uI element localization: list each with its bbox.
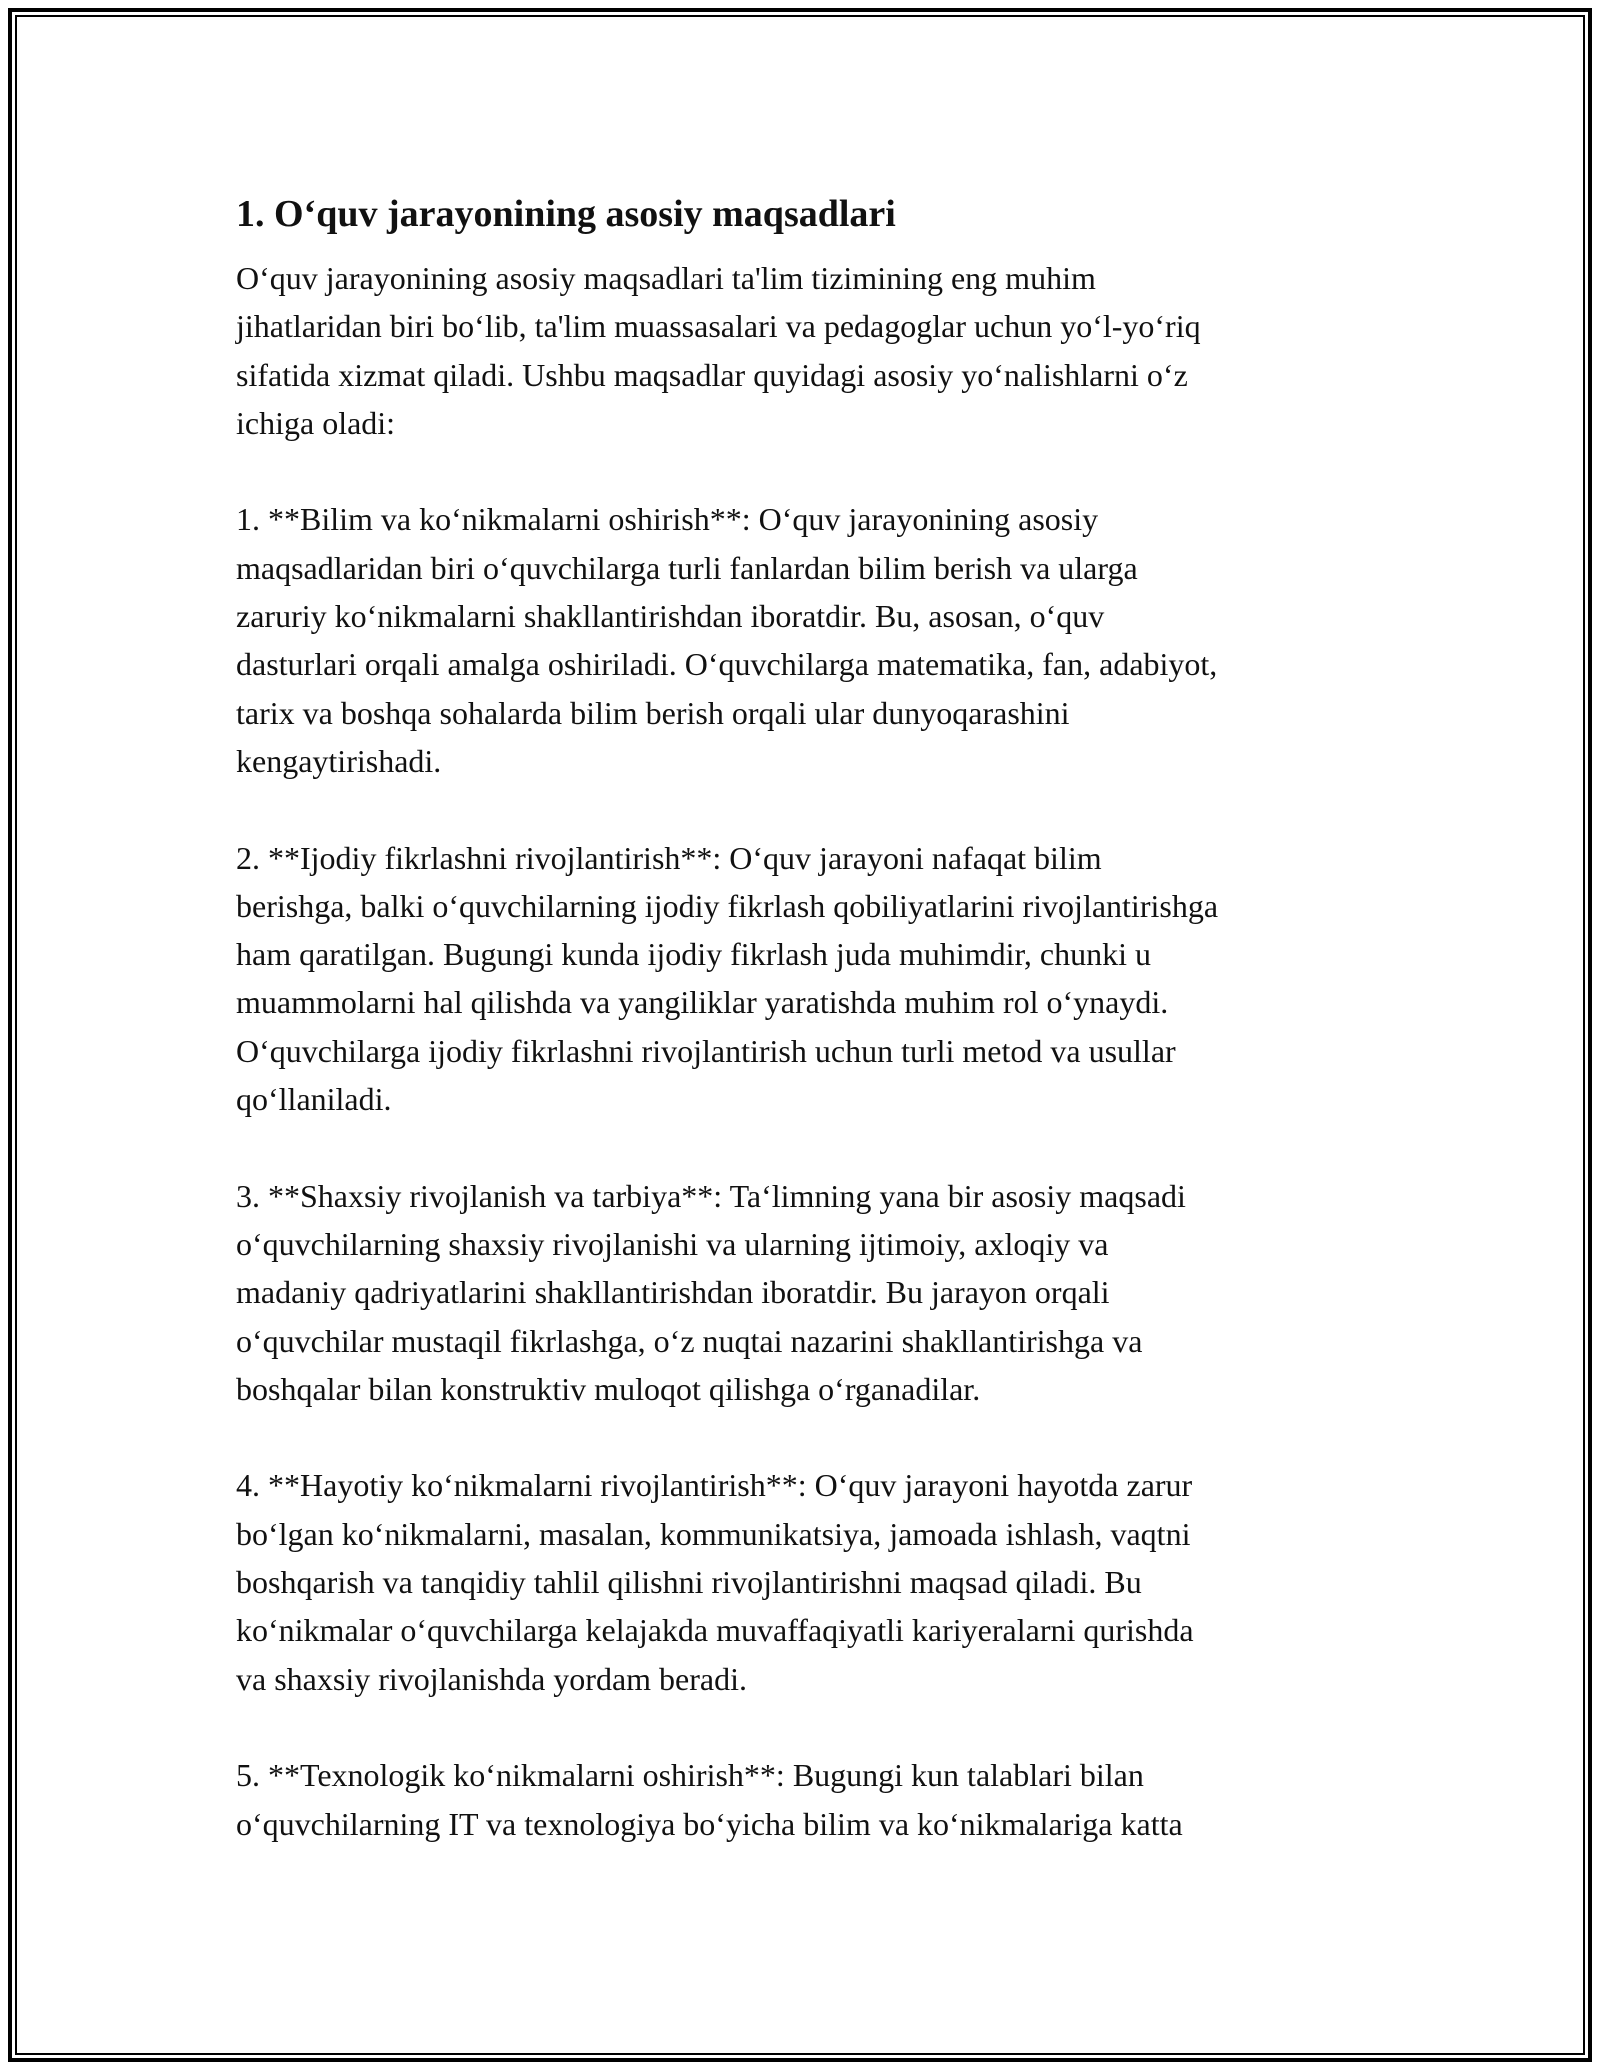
text-line: bo‘lgan ko‘nikmalarni, masalan, kommunikatsiya, jamoada ishlash, vaqtni xyxy=(236,1515,1191,1552)
intro-paragraph xyxy=(236,254,1381,447)
document-body xyxy=(236,188,1381,1896)
list-item-3-paragraph xyxy=(236,1172,1381,1413)
text-line: dasturlari orqali amalga oshiriladi. O‘quvchilarga matematika, fan, adabiyot, xyxy=(236,646,1218,683)
list-item-1-paragraph xyxy=(236,495,1381,785)
text-line: berishga, balki o‘quvchilarning ijodiy fikrlash qobiliyatlarini rivojlantirishga xyxy=(236,887,1219,924)
text-line: 3. **Shaxsiy rivojlanish va tarbiya**: Ta‘limning yana bir asosiy maqsadi xyxy=(236,1177,1186,1214)
text-line: 4. **Hayotiy ko‘nikmalarni rivojlantirish**: O‘quv jarayoni hayotda zarur xyxy=(236,1467,1193,1504)
section-heading: 1. O‘quv jarayonining asosiy maqsadlari xyxy=(236,193,896,235)
list-item-2-paragraph xyxy=(236,834,1381,1124)
text-line: ichiga oladi: xyxy=(236,404,396,441)
text-line: O‘quvchilarga ijodiy fikrlashni rivojlantirish uchun turli metod va usullar xyxy=(236,1032,1176,1069)
text-line: ko‘nikmalar o‘quvchilarga kelajakda muvaffaqiyatli kariyeralarni qurishda xyxy=(236,1612,1194,1649)
text-line: tarix va boshqa sohalarda bilim berish orqali ular dunyoqarashini xyxy=(236,694,1070,731)
text-line: boshqalar bilan konstruktiv muloqot qilishga o‘rganadilar. xyxy=(236,1370,981,1407)
text-line: o‘quvchilarning IT va texnologiya bo‘yicha bilim va ko‘nikmalariga katta xyxy=(236,1805,1183,1842)
text-line: o‘quvchilarning shaxsiy rivojlanishi va ularning ijtimoiy, axloqiy va xyxy=(236,1225,1109,1262)
text-line: ham qaratilgan. Bugungi kunda ijodiy fikrlash juda muhimdir, chunki u xyxy=(236,936,1152,973)
text-line: muammolarni hal qilishda va yangiliklar yaratishda muhim rol o‘ynaydi. xyxy=(236,984,1169,1021)
text-line: maqsadlaridan biri o‘quvchilarga turli fanlardan bilim berish va ularga xyxy=(236,549,1138,586)
text-line: o‘quvchilar mustaqil fikrlashga, o‘z nuqtai nazarini shakllantirishga va xyxy=(236,1322,1143,1359)
text-line: qo‘llaniladi. xyxy=(236,1081,392,1118)
list-item-5-paragraph xyxy=(236,1751,1381,1848)
text-line: jihatlaridan biri bo‘lib, ta'lim muassasalari va pedagoglar uchun yo‘l-yo‘riq xyxy=(236,308,1201,345)
list-item-4-paragraph xyxy=(236,1461,1381,1702)
text-line: 2. **Ijodiy fikrlashni rivojlantirish**: O‘quv jarayoni nafaqat bilim xyxy=(236,839,1102,876)
text-line: va shaxsiy rivojlanishda yordam beradi. xyxy=(236,1660,747,1697)
text-line: madaniy qadriyatlarini shakllantirishdan iboratdir. Bu jarayon orqali xyxy=(236,1274,1110,1311)
text-line: sifatida xizmat qiladi. Ushbu maqsadlar quyidagi asosiy yo‘nalishlarni o‘z xyxy=(236,356,1188,393)
text-line: kengaytirishadi. xyxy=(236,742,442,779)
text-line: boshqarish va tanqidiy tahlil qilishni rivojlantirishni maqsad qiladi. Bu xyxy=(236,1564,1142,1601)
text-line: 5. **Texnologik ko‘nikmalarni oshirish**: Bugungi kun talablari bilan xyxy=(236,1757,1144,1794)
text-line: zaruriy ko‘nikmalarni shakllantirishdan iboratdir. Bu, asosan, o‘quv xyxy=(236,598,1105,635)
text-line: 1. **Bilim va ko‘nikmalarni oshirish**: O‘quv jarayonining asosiy xyxy=(236,501,1099,538)
text-line: O‘quv jarayonining asosiy maqsadlari ta'lim tizimining eng muhim xyxy=(236,260,1096,296)
